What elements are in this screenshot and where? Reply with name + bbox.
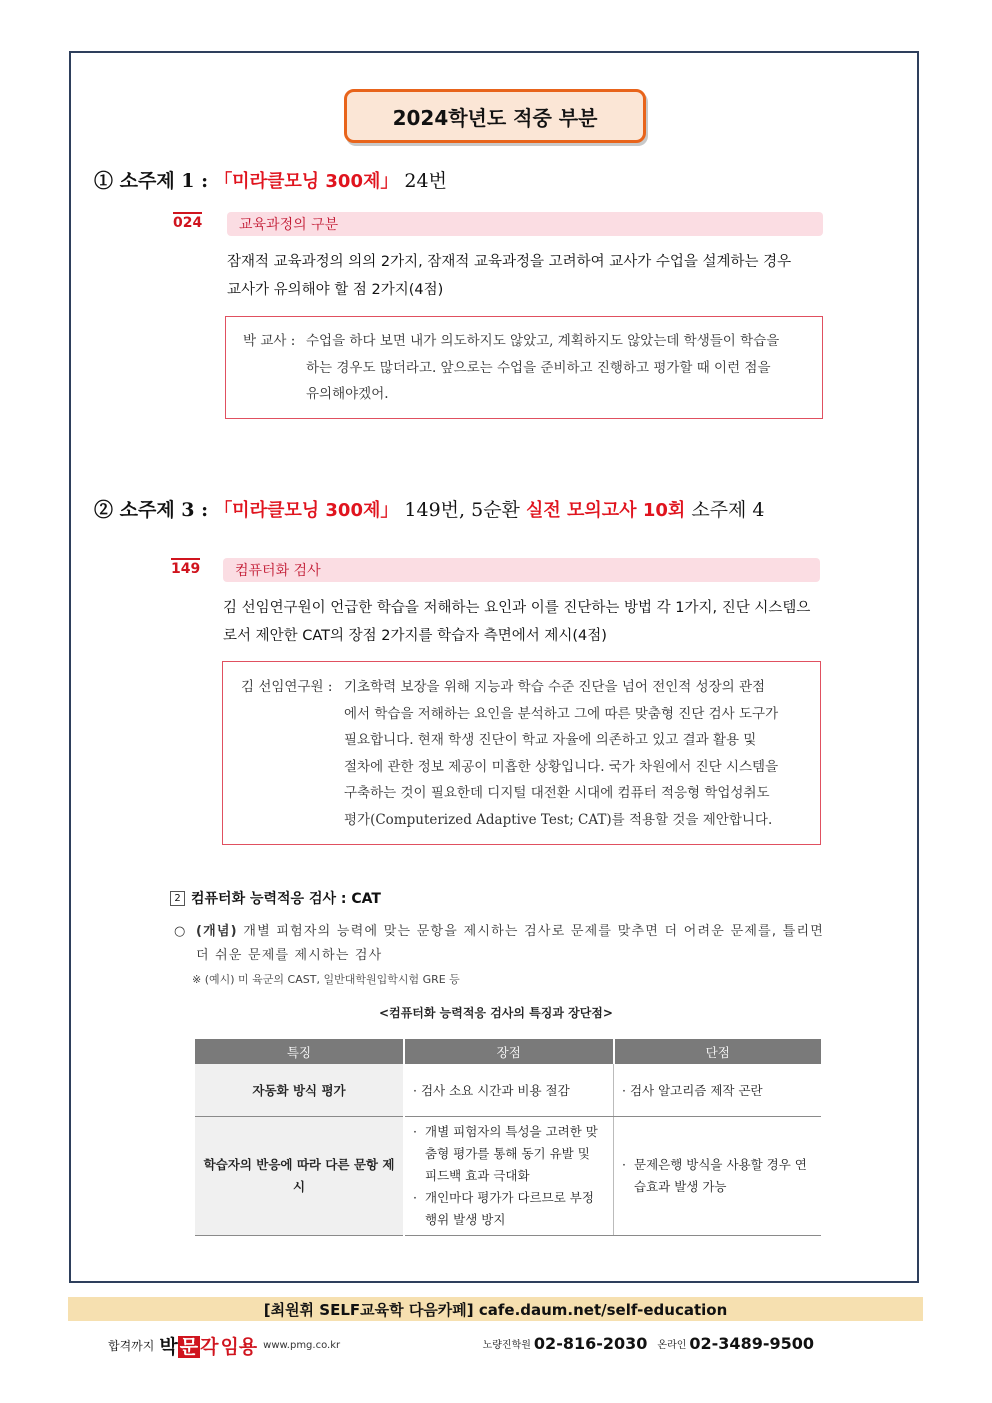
comparison-table <box>195 1039 821 1236</box>
concept-label: (개념) <box>196 924 238 939</box>
online-label: 온라인 <box>657 1340 687 1351</box>
topic-1-heading <box>94 166 447 193</box>
logo-part: 박 <box>159 1336 178 1358</box>
logo-part: 문 <box>179 1336 199 1358</box>
topic-2-heading <box>94 495 765 522</box>
quote-line: 기초학력 보장을 위해 지능과 학습 수준 진단을 넘어 전인적 성장의 관점 <box>344 679 766 695</box>
question-text-024 <box>227 248 827 304</box>
table-cell-pros <box>404 1116 614 1235</box>
list-item: · 문제은행 방식을 사용할 경우 연습효과 발생 가능 <box>622 1154 813 1198</box>
speaker-label: 김 선임연구원 : <box>241 679 333 695</box>
quote-line: 하는 경우도 많더라고. 앞으로는 수업을 준비하고 진행하고 평가할 때 이런 점을 <box>306 359 771 376</box>
topic-2-marker: ② 소주제 3 : <box>94 499 209 521</box>
publisher-logo <box>159 1332 257 1359</box>
table-cell-feature: 자동화 방식 평가 <box>195 1064 404 1116</box>
table-row <box>195 1064 821 1116</box>
quote-line: 에서 학습을 저해하는 요인을 분석하고 그에 따른 맞춤형 진단 검사 도구가 <box>344 705 779 722</box>
table-header-pros: 장점 <box>404 1039 614 1064</box>
list-item: · 개별 피험자의 특성을 고려한 맞춤형 평가를 통해 동기 유발 및 피드백 효과 극대화 <box>413 1121 605 1187</box>
section-number-box: 2 <box>170 891 185 906</box>
quote-line: 평가(Computerized Adaptive Test; CAT)를 적용할 것을 제안합니다. <box>344 811 773 828</box>
quote-line: 필요합니다. 현재 학생 진단이 학교 자율에 의존하고 있고 결과 활용 및 <box>344 732 757 748</box>
topic-1-book: 「미라클모닝 300제」 <box>214 171 399 192</box>
campus-phone: 02-816-2030 <box>533 1334 648 1353</box>
table-cell-cons: · 검사 알고리즘 제작 곤란 <box>614 1064 822 1116</box>
table-header-feature: 특징 <box>195 1039 404 1064</box>
cat-section-heading <box>170 888 381 908</box>
table-row <box>195 1116 821 1235</box>
list-item-text: 개별 피험자의 특성을 고려한 맞춤형 평가를 통해 동기 유발 및 피드백 효과 극대화 <box>425 1123 598 1183</box>
page-title: 2024학년도 적중 부분 <box>344 89 646 143</box>
question-text-149 <box>223 594 828 650</box>
quote-line: 유의해야겠어. <box>306 386 389 402</box>
publisher-brand <box>108 1332 340 1359</box>
table-header-row <box>195 1039 821 1064</box>
logo-part: 임용 <box>220 1336 258 1358</box>
quote-line: 구축하는 것이 필요한데 디지털 대전환 시대에 컴퓨터 적응형 학업성취도 <box>344 785 770 801</box>
circle-bullet-icon: ○ <box>174 924 186 939</box>
online-phone: 02-3489-9500 <box>689 1334 814 1353</box>
logo-part: 각 <box>200 1336 219 1358</box>
question-heading-024: 교육과정의 구분 <box>227 212 823 236</box>
question-text-line: 김 선임연구원이 언급한 학습을 저해하는 요인과 이를 진단하는 방법 각 1가지, 진단 시스템으 <box>223 600 811 616</box>
topic-2-exam: 실전 모의고사 10회 <box>525 500 686 521</box>
quote-024 <box>243 328 779 408</box>
topic-2-middle: 149번, 5순환 <box>404 499 520 521</box>
topic-1-marker: ① 소주제 1 : <box>94 170 209 192</box>
concept-paragraph <box>174 920 824 968</box>
cat-section-title: 컴퓨터화 능력적응 검사 : CAT <box>191 891 381 907</box>
question-text-line: 교사가 유의해야 할 점 2가지(4점) <box>227 282 444 298</box>
question-number-024: 024 <box>173 212 202 231</box>
quote-149 <box>241 674 778 833</box>
quote-line: 수업을 하다 보면 내가 의도하지도 않았고, 계획하지도 않았는데 학생들이 학습을 <box>306 333 780 349</box>
table-cell-feature: 학습자의 반응에 따라 다른 문항 제시 <box>195 1116 404 1235</box>
question-text-line: 잠재적 교육과정의 의의 2가지, 잠재적 교육과정을 고려하여 교사가 수업을 설계하는 경우 <box>227 254 792 270</box>
concept-text: 개별 피험자의 능력에 맞는 문항을 제시하는 검사로 문제를 맞추면 더 어려운 문제를, 틀리면 더 쉬운 문제를 제시하는 검사 <box>196 924 824 963</box>
footer-cafe-banner: [최원휘 SELF교육학 다음카페] cafe.daum.net/self-education <box>68 1297 923 1321</box>
table-cell-cons <box>614 1116 822 1235</box>
table-cell-pros: · 검사 소요 시간과 비용 절감 <box>404 1064 614 1116</box>
question-text-line: 로서 제안한 CAT의 장점 2가지를 학습자 측면에서 제시(4점) <box>223 628 607 644</box>
quote-line: 절차에 관한 정보 제공이 미흡한 상황입니다. 국가 차원에서 진단 시스템을 <box>344 758 779 775</box>
speaker-label: 박 교사 : <box>243 333 296 349</box>
quote-lines <box>306 328 779 408</box>
list-item-text: 문제은행 방식을 사용할 경우 연습효과 발생 가능 <box>634 1156 807 1194</box>
example-note: ※ (예시) 미 육군의 CAST, 일반대학원입학시험 GRE 등 <box>192 973 460 986</box>
topic-2-book: 「미라클모닝 300제」 <box>214 500 399 521</box>
quote-lines <box>344 674 778 833</box>
publisher-url: www.pmg.co.kr <box>263 1340 341 1351</box>
table-header-cons: 단점 <box>614 1039 822 1064</box>
campus-label: 노량진학원 <box>482 1340 531 1351</box>
list-item-text: 개인마다 평가가 다르므로 부정 행위 발생 방지 <box>425 1189 594 1227</box>
brand-slogan: 합격까지 <box>108 1339 155 1353</box>
list-item: · 개인마다 평가가 다르므로 부정 행위 발생 방지 <box>413 1187 605 1231</box>
question-heading-149: 컴퓨터화 검사 <box>223 558 820 582</box>
contact-phones <box>483 1334 814 1353</box>
topic-2-suffix: 소주제 4 <box>691 499 765 521</box>
question-number-149: 149 <box>171 558 200 577</box>
topic-1-suffix: 24번 <box>404 170 447 192</box>
table-caption: <컴퓨터화 능력적응 검사의 특징과 장단점> <box>379 1006 613 1020</box>
